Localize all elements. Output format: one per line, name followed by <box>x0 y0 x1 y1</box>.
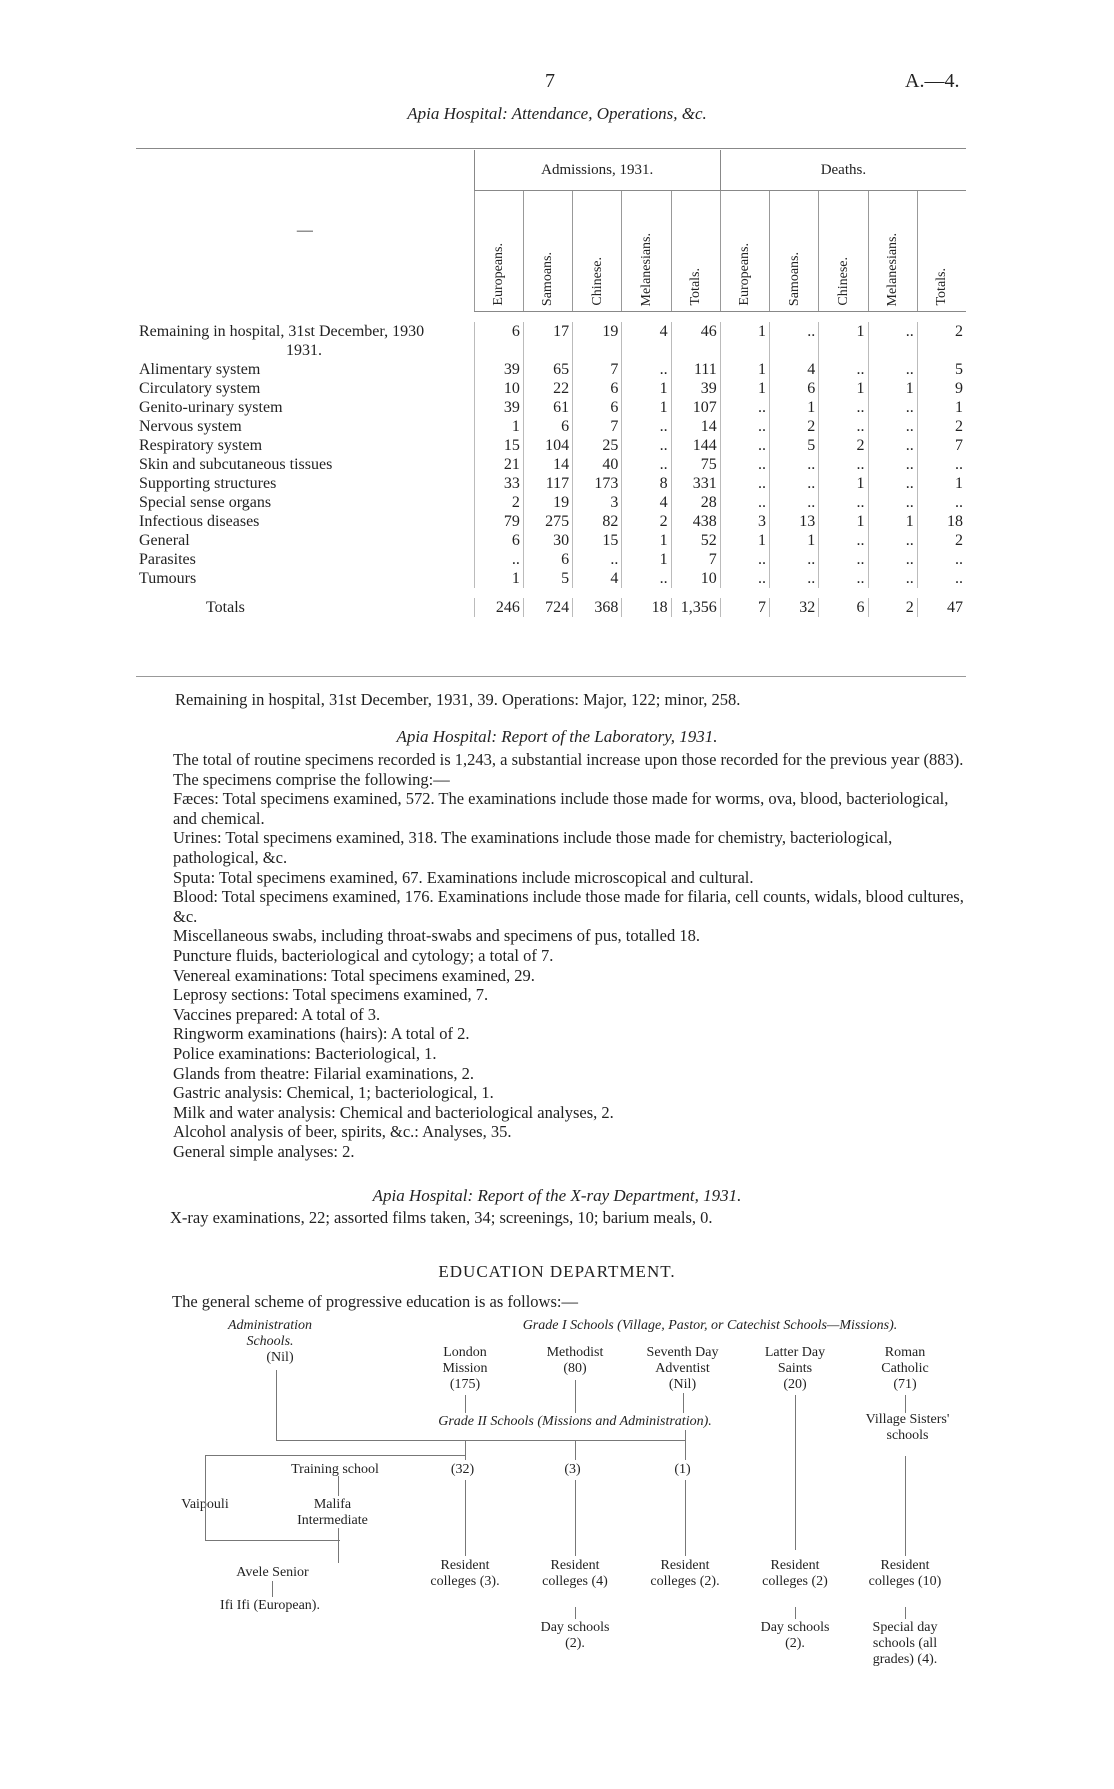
row-label: Skin and subcutaneous tissues <box>139 456 333 473</box>
mission-name: Seventh Day Adventist <box>646 1345 719 1376</box>
table-cell: .. <box>720 398 769 417</box>
table-cell: .. <box>917 569 966 588</box>
table-cell: 438 <box>671 512 720 531</box>
table-cell: 2 <box>868 598 917 617</box>
table-cell: 30 <box>523 531 572 550</box>
table-cell: 6 <box>474 531 523 550</box>
table-cell: 39 <box>474 398 523 417</box>
row-label: Genito-urinary system <box>139 399 283 416</box>
table-cell: 7 <box>720 598 769 617</box>
remaining-label: Remaining in hospital, 31st December, 1930 <box>139 323 425 340</box>
laboratory-intro: The total of routine specimens recorded is 1,243, a substantial increase upon those recorded for the previous year (883). The specimens comprise the following:— <box>173 750 964 789</box>
table-cell: 368 <box>573 598 622 617</box>
day-schools-latter-day: Day schools (2). <box>760 1620 830 1651</box>
mission-methodist <box>530 1345 620 1377</box>
column-header <box>720 191 769 312</box>
table-cell: 724 <box>523 598 572 617</box>
column-header-label: Melanesians. <box>885 232 901 306</box>
table-cell: 5 <box>917 360 966 379</box>
connector-line <box>205 1455 465 1456</box>
table-cell: 3 <box>573 493 622 512</box>
laboratory-item: Milk and water analysis: Chemical and bacteriological analyses, 2. <box>173 1102 614 1122</box>
hospital-table-caption: Apia Hospital: Attendance, Operations, &c. <box>407 104 707 123</box>
table-cell: 144 <box>671 436 720 455</box>
table-cell: 1 <box>868 512 917 531</box>
connector-line <box>465 1480 466 1556</box>
table-cell: 6 <box>523 550 572 569</box>
table-cell: 1 <box>622 379 671 398</box>
column-header-label: Melanesians. <box>638 232 654 306</box>
mission-count: (Nil) <box>668 1377 697 1392</box>
table-cell: .. <box>868 398 917 417</box>
admin-schools: Administration Schools. <box>227 1318 312 1349</box>
table-cell: 7 <box>573 417 622 436</box>
table-row <box>136 531 966 550</box>
row-label: Nervous system <box>139 418 242 435</box>
table-cell: .. <box>770 569 819 588</box>
table-cell: .. <box>868 531 917 550</box>
table-cell: .. <box>819 569 868 588</box>
table-cell: 1 <box>622 531 671 550</box>
table-cell: 14 <box>671 417 720 436</box>
table-cell: 4 <box>622 493 671 512</box>
connector-line <box>205 1455 206 1540</box>
education-intro: The general scheme of progressive education is as follows:— <box>172 1292 578 1311</box>
table-cell: .. <box>720 493 769 512</box>
table-cell: 46 <box>671 322 720 341</box>
admissions-group-header: Admissions, 1931. <box>474 150 720 191</box>
mission-name: London Mission <box>442 1345 488 1376</box>
table-cell: 65 <box>523 360 572 379</box>
table-cell: 47 <box>917 598 966 617</box>
connector-line <box>205 1540 340 1541</box>
table-cell: .. <box>622 417 671 436</box>
mission-count: (80) <box>563 1361 587 1376</box>
special-day-schools-catholic: Special day schools (all grades) (4). <box>872 1620 938 1667</box>
table-cell: 246 <box>474 598 523 617</box>
connector-line <box>465 1440 466 1460</box>
corner-dash: — <box>296 222 313 240</box>
resident-colleges-catholic: Resident colleges (10) <box>868 1558 942 1589</box>
training-school: Training school <box>291 1462 379 1477</box>
table-cell: 5 <box>770 436 819 455</box>
table-bottom-rule <box>136 676 966 677</box>
resident-colleges-adventist: Resident colleges (2). <box>650 1558 720 1589</box>
laboratory-item: Fæces: Total specimens examined, 572. The examinations include those made for worms, ova, blood, bacteriological, and chemical. <box>173 789 949 828</box>
connector-line <box>685 1430 686 1460</box>
table-cell: .. <box>819 455 868 474</box>
document-reference: A.—4. <box>905 70 960 92</box>
table-cell: .. <box>622 436 671 455</box>
table-cell: 1 <box>819 474 868 493</box>
resident-colleges-latter-day: Resident colleges (2) <box>762 1558 828 1589</box>
table-cell: 6 <box>573 398 622 417</box>
table-row <box>136 550 966 569</box>
column-header <box>474 191 523 312</box>
row-label: Special sense organs <box>139 494 272 511</box>
remaining-row <box>136 322 966 341</box>
table-cell: .. <box>720 417 769 436</box>
table-cell: .. <box>622 360 671 379</box>
education-heading: EDUCATION DEPARTMENT. <box>438 1262 676 1281</box>
laboratory-item: Alcohol analysis of beer, spirits, &c.: Analyses, 35. <box>173 1122 512 1142</box>
table-cell: 4 <box>622 322 671 341</box>
grade2-count-methodist: (3) <box>564 1462 581 1477</box>
mission-name: Latter Day Saints <box>764 1345 826 1376</box>
connector-line <box>338 1528 339 1563</box>
table-cell: .. <box>573 550 622 569</box>
connector-line <box>905 1395 906 1413</box>
table-row <box>136 398 966 417</box>
table-cell: 10 <box>671 569 720 588</box>
laboratory-item: Ringworm examinations (hairs): A total of 2. <box>173 1024 470 1044</box>
connector-line <box>575 1380 576 1413</box>
column-header-label: Totals. <box>934 268 950 306</box>
table-cell: .. <box>868 436 917 455</box>
vaipouli: Vaipouli <box>181 1497 229 1512</box>
connector-line <box>905 1456 906 1556</box>
table-cell: 2 <box>819 436 868 455</box>
table-cell: 28 <box>671 493 720 512</box>
connector-line <box>795 1395 796 1550</box>
table-cell: .. <box>868 493 917 512</box>
laboratory-item: Police examinations: Bacteriological, 1. <box>173 1043 437 1063</box>
table-row <box>136 569 966 588</box>
totals-label: Totals <box>206 599 245 616</box>
table-cell: .. <box>770 493 819 512</box>
mission-adventist <box>630 1345 735 1393</box>
table-cell: 111 <box>671 360 720 379</box>
connector-line <box>795 1607 796 1619</box>
row-label: Supporting structures <box>139 475 277 492</box>
laboratory-item: Venereal examinations: Total specimens examined, 29. <box>173 965 535 985</box>
laboratory-item: Miscellaneous swabs, including throat-swabs and specimens of pus, totalled 18. <box>173 926 700 946</box>
laboratory-item: Urines: Total specimens examined, 318. The examinations include those made for chemistry, bacteriological, pathological, &c. <box>173 828 893 867</box>
table-cell: 39 <box>474 360 523 379</box>
column-header-label: Samoans. <box>540 251 556 306</box>
connector-line <box>575 1440 576 1460</box>
table-cell: .. <box>720 569 769 588</box>
table-cell: 3 <box>720 512 769 531</box>
connector-line <box>276 1440 686 1441</box>
table-cell: .. <box>770 550 819 569</box>
table-cell: 39 <box>671 379 720 398</box>
table-cell: 82 <box>573 512 622 531</box>
table-cell: 2 <box>474 493 523 512</box>
table-cell: 1 <box>622 398 671 417</box>
table-cell: .. <box>868 322 917 341</box>
table-cell: 40 <box>573 455 622 474</box>
table-cell: 1 <box>819 379 868 398</box>
table-cell: 33 <box>474 474 523 493</box>
table-cell: 2 <box>770 417 819 436</box>
row-label: General <box>139 532 190 549</box>
laboratory-item: Glands from theatre: Filarial examinations, 2. <box>173 1063 475 1083</box>
mission-name: Roman Catholic <box>881 1345 929 1376</box>
laboratory-item: Blood: Total specimens examined, 176. Examinations include those made for filaria, cell counts, widals, blood cultures, &c. <box>173 887 964 926</box>
connector-line <box>905 1607 906 1619</box>
resident-colleges-methodist: Resident colleges (4) <box>542 1558 608 1589</box>
totals-row <box>136 598 966 617</box>
table-row <box>136 360 966 379</box>
table-cell: 18 <box>917 512 966 531</box>
grade2-count-adventist: (1) <box>674 1462 691 1477</box>
avele-senior: Avele Senior <box>236 1565 309 1580</box>
table-cell: .. <box>819 398 868 417</box>
column-header <box>622 191 671 312</box>
column-header <box>819 191 868 312</box>
table-cell: 6 <box>819 598 868 617</box>
deaths-group-header: Deaths. <box>720 150 966 191</box>
table-cell: 1 <box>720 531 769 550</box>
year-heading: 1931. <box>286 342 322 359</box>
table-cell: .. <box>770 322 819 341</box>
table-cell: 6 <box>523 417 572 436</box>
table-cell: .. <box>868 474 917 493</box>
table-cell: .. <box>917 455 966 474</box>
table-cell: 6 <box>770 379 819 398</box>
table-cell: .. <box>917 550 966 569</box>
connector-line <box>272 1581 273 1597</box>
village-sisters-schools: Village Sisters' schools <box>865 1412 950 1443</box>
table-cell: .. <box>770 474 819 493</box>
table-cell: 275 <box>523 512 572 531</box>
table-cell: .. <box>819 550 868 569</box>
table-cell: 25 <box>573 436 622 455</box>
table-cell: 32 <box>770 598 819 617</box>
table-cell: 104 <box>523 436 572 455</box>
column-header <box>917 191 966 312</box>
table-cell: 2 <box>917 417 966 436</box>
table-cell: .. <box>819 493 868 512</box>
hospital-statistics-table <box>136 150 966 617</box>
table-cell: 1 <box>868 379 917 398</box>
grade1-label: Grade I Schools (Village, Pastor, or Catechist Schools—Missions). <box>522 1318 898 1333</box>
page-number: 7 <box>545 70 555 92</box>
grade2-count-london: (32) <box>450 1462 475 1477</box>
row-label: Parasites <box>139 551 196 568</box>
table-row <box>136 493 966 512</box>
table-cell: 21 <box>474 455 523 474</box>
column-header <box>868 191 917 312</box>
laboratory-caption: Apia Hospital: Report of the Laboratory, 1931. <box>396 727 718 746</box>
table-cell: .. <box>819 360 868 379</box>
table-row <box>136 455 966 474</box>
table-cell: 9 <box>917 379 966 398</box>
table-cell: 1 <box>770 531 819 550</box>
table-cell: 19 <box>523 493 572 512</box>
column-header <box>523 191 572 312</box>
table-cell: 7 <box>573 360 622 379</box>
table-cell: 15 <box>474 436 523 455</box>
table-cell: 15 <box>573 531 622 550</box>
laboratory-item: Puncture fluids, bacteriological and cytology; a total of 7. <box>173 945 554 965</box>
table-cell: 2 <box>622 512 671 531</box>
connector-line <box>465 1395 466 1413</box>
row-label: Circulatory system <box>139 380 261 397</box>
mission-count: (175) <box>449 1377 481 1392</box>
grade2-label: Grade II Schools (Missions and Administration). <box>438 1414 712 1429</box>
table-cell: 2 <box>917 531 966 550</box>
table-cell: .. <box>720 550 769 569</box>
table-row <box>136 379 966 398</box>
connector-line <box>683 1393 684 1413</box>
table-cell: .. <box>720 474 769 493</box>
table-cell: 1 <box>720 360 769 379</box>
table-cell: 19 <box>573 322 622 341</box>
table-cell: 61 <box>523 398 572 417</box>
laboratory-item: Sputa: Total specimens examined, 67. Examinations include microscopical and cultural. <box>173 867 754 887</box>
table-cell: .. <box>720 436 769 455</box>
table-cell: .. <box>917 493 966 512</box>
column-header <box>671 191 720 312</box>
table-cell: .. <box>868 455 917 474</box>
mission-latter-day <box>750 1345 840 1393</box>
row-label: Alimentary system <box>139 361 261 378</box>
table-cell: 7 <box>671 550 720 569</box>
connector-line <box>575 1607 576 1619</box>
laboratory-report <box>138 750 968 1161</box>
mission-catholic <box>860 1345 950 1393</box>
table-cell: 18 <box>622 598 671 617</box>
table-row <box>136 436 966 455</box>
table-cell: .. <box>868 417 917 436</box>
table-cell: 1 <box>819 512 868 531</box>
table-top-rule <box>136 148 966 149</box>
xray-caption: Apia Hospital: Report of the X-ray Department, 1931. <box>372 1186 742 1205</box>
connector-line <box>338 1476 339 1496</box>
connector-line <box>575 1480 576 1556</box>
mission-name: Methodist <box>546 1345 604 1360</box>
remaining-note: Remaining in hospital, 31st December, 1931, 39. Operations: Major, 122; minor, 258. <box>175 690 741 709</box>
row-label: Tumours <box>139 570 197 587</box>
table-cell: 1 <box>720 379 769 398</box>
table-cell: 107 <box>671 398 720 417</box>
table-row <box>136 417 966 436</box>
mission-count: (20) <box>783 1377 807 1392</box>
column-header <box>573 191 622 312</box>
ifi-ifi-european: Ifi Ifi (European). <box>220 1598 320 1613</box>
table-cell: 52 <box>671 531 720 550</box>
row-label: Respiratory system <box>139 437 263 454</box>
table-cell: 1 <box>474 417 523 436</box>
table-cell: 1 <box>819 322 868 341</box>
table-cell: 4 <box>770 360 819 379</box>
table-cell: .. <box>819 531 868 550</box>
table-cell: 14 <box>523 455 572 474</box>
year-heading-row <box>136 341 966 360</box>
table-cell: 10 <box>474 379 523 398</box>
table-cell: .. <box>868 569 917 588</box>
table-cell: 4 <box>573 569 622 588</box>
column-header-label: Totals. <box>688 268 704 306</box>
laboratory-item: Vaccines prepared: A total of 3. <box>173 1004 381 1024</box>
column-header-label: Europeans. <box>737 243 753 306</box>
table-cell: 331 <box>671 474 720 493</box>
table-cell: .. <box>622 569 671 588</box>
column-header <box>770 191 819 312</box>
table-row <box>136 474 966 493</box>
column-header-label: Chinese. <box>589 257 605 306</box>
table-cell: 5 <box>523 569 572 588</box>
table-cell: 8 <box>622 474 671 493</box>
table-cell: 117 <box>523 474 572 493</box>
table-cell: .. <box>819 417 868 436</box>
table-cell: .. <box>770 455 819 474</box>
table-cell: 2 <box>917 322 966 341</box>
table-cell: 1 <box>770 398 819 417</box>
table-cell: 6 <box>474 322 523 341</box>
xray-text: X-ray examinations, 22; assorted films taken, 34; screenings, 10; barium meals, 0. <box>170 1208 713 1227</box>
table-cell: 1 <box>622 550 671 569</box>
mission-count: (71) <box>893 1377 917 1392</box>
table-cell: 1 <box>720 322 769 341</box>
laboratory-items <box>138 789 968 1161</box>
column-header-label: Samoans. <box>786 251 802 306</box>
column-header-label: Europeans. <box>491 243 507 306</box>
table-cell: 13 <box>770 512 819 531</box>
day-schools-methodist: Day schools (2). <box>540 1620 610 1651</box>
mission-london <box>420 1345 510 1393</box>
table-cell: 17 <box>523 322 572 341</box>
table-cell: 79 <box>474 512 523 531</box>
table-cell: .. <box>868 360 917 379</box>
table-cell: 75 <box>671 455 720 474</box>
table-cell: 22 <box>523 379 572 398</box>
table-cell: 1 <box>474 569 523 588</box>
table-cell: .. <box>622 455 671 474</box>
table-cell: .. <box>720 455 769 474</box>
malifa-intermediate: Malifa Intermediate <box>297 1497 368 1528</box>
admin-schools-count: (Nil) <box>266 1350 294 1365</box>
row-label: Infectious diseases <box>139 513 260 530</box>
laboratory-item: General simple analyses: 2. <box>173 1141 355 1161</box>
table-cell: .. <box>868 550 917 569</box>
column-header-label: Chinese. <box>835 257 851 306</box>
table-cell: 1 <box>917 474 966 493</box>
connector-line <box>276 1370 277 1440</box>
laboratory-item: Gastric analysis: Chemical, 1; bacteriological, 1. <box>173 1083 494 1103</box>
table-cell: 1 <box>917 398 966 417</box>
table-cell: 6 <box>573 379 622 398</box>
table-cell: 1,356 <box>671 598 720 617</box>
connector-line <box>685 1480 686 1556</box>
table-cell: .. <box>474 550 523 569</box>
table-row <box>136 512 966 531</box>
table-cell: 173 <box>573 474 622 493</box>
table-cell: 7 <box>917 436 966 455</box>
laboratory-item: Leprosy sections: Total specimens examined, 7. <box>173 985 489 1005</box>
resident-colleges-london: Resident colleges (3). <box>430 1558 500 1589</box>
